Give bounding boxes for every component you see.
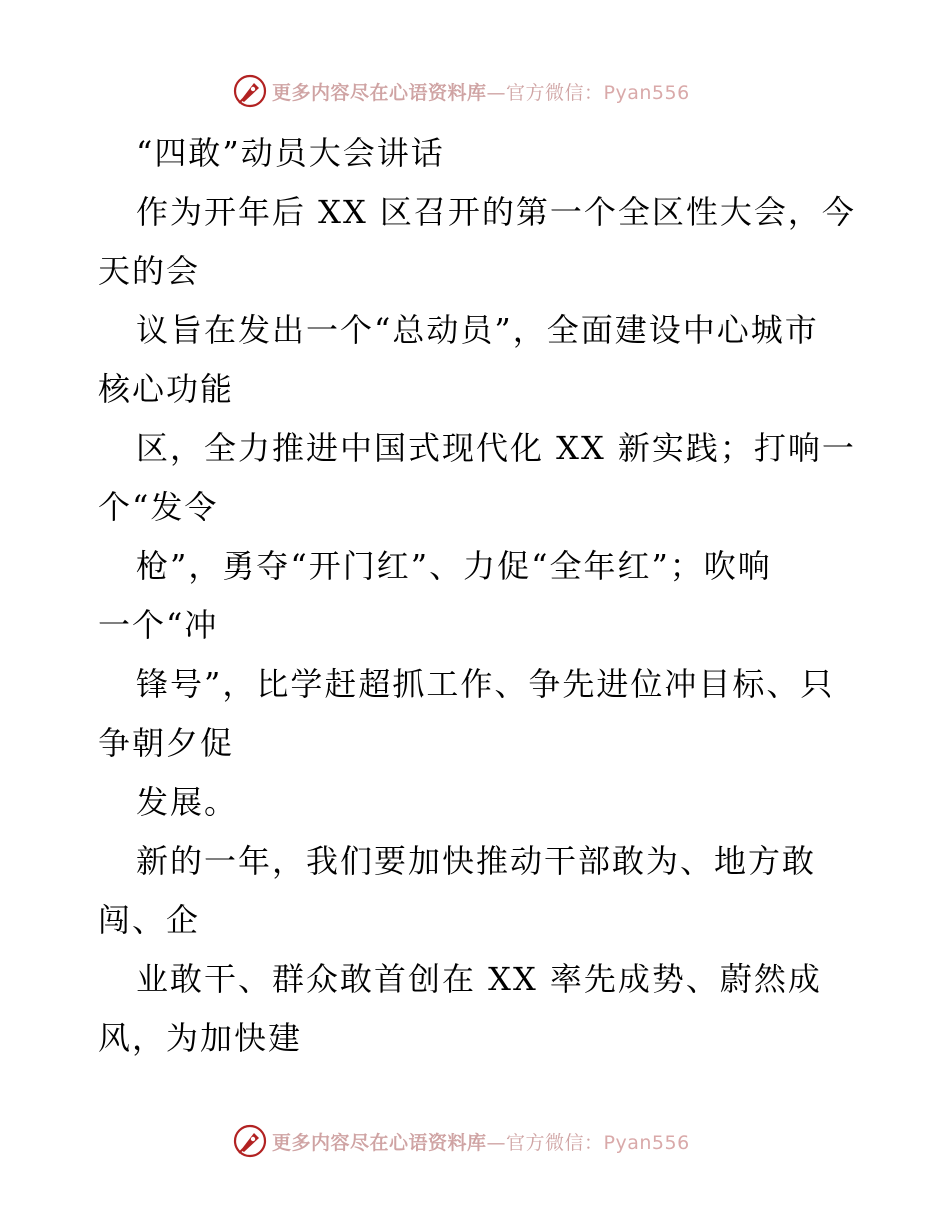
text-line: 天的会: [98, 252, 201, 290]
banner-site-text: 更多内容尽在心语资料库: [272, 1131, 487, 1154]
banner-text: [272, 1128, 690, 1155]
banner-wechat-label: 官方微信：: [506, 1131, 604, 1154]
banner-wechat-id: Pyan556: [603, 81, 690, 104]
text-line: 锋号”，比学赶超抓工作、争先进位冲目标、只: [136, 665, 835, 703]
text-line: 闯、企: [98, 901, 201, 939]
banner-wechat-label: 官方微信：: [506, 81, 604, 104]
text-line: 一个“冲: [98, 606, 219, 644]
text-line: 新的一年，我们要加快推动干部敢为、地方敢: [136, 842, 817, 880]
banner-separator: —: [486, 1131, 507, 1154]
banner-site-text: 更多内容尽在心语资料库: [272, 81, 487, 104]
text-line: 核心功能: [98, 370, 235, 408]
footer-banner: [232, 1121, 690, 1161]
text-line: 区，全力推进中国式现代化 XX 新实践；打响一: [136, 429, 856, 467]
pen-nib-circle-icon: [232, 1123, 268, 1159]
text-line: 作为开年后 XX 区召开的第一个全区性大会，今: [136, 193, 856, 231]
banner-wechat-id: Pyan556: [603, 1131, 690, 1154]
text-line: 个“发令: [98, 488, 219, 526]
text-line: 发展。: [136, 783, 239, 821]
text-line: 业敢干、群众敢首创在 XX 率先成势、蔚然成: [136, 960, 822, 998]
banner-separator: —: [486, 81, 507, 104]
header-banner: [232, 71, 690, 111]
pen-nib-circle-icon: [232, 73, 268, 109]
text-line: 议旨在发出一个“总动员”，全面建设中心城市: [136, 311, 819, 349]
document-body: [98, 124, 858, 1068]
banner-text: [272, 78, 690, 105]
document-title: “四敢”动员大会讲话: [136, 134, 445, 172]
text-line: 争朝夕促: [98, 724, 235, 762]
text-line: 枪”，勇夺“开门红”、力促“全年红”；吹响: [136, 547, 772, 585]
text-line: 风，为加快建: [98, 1019, 303, 1057]
